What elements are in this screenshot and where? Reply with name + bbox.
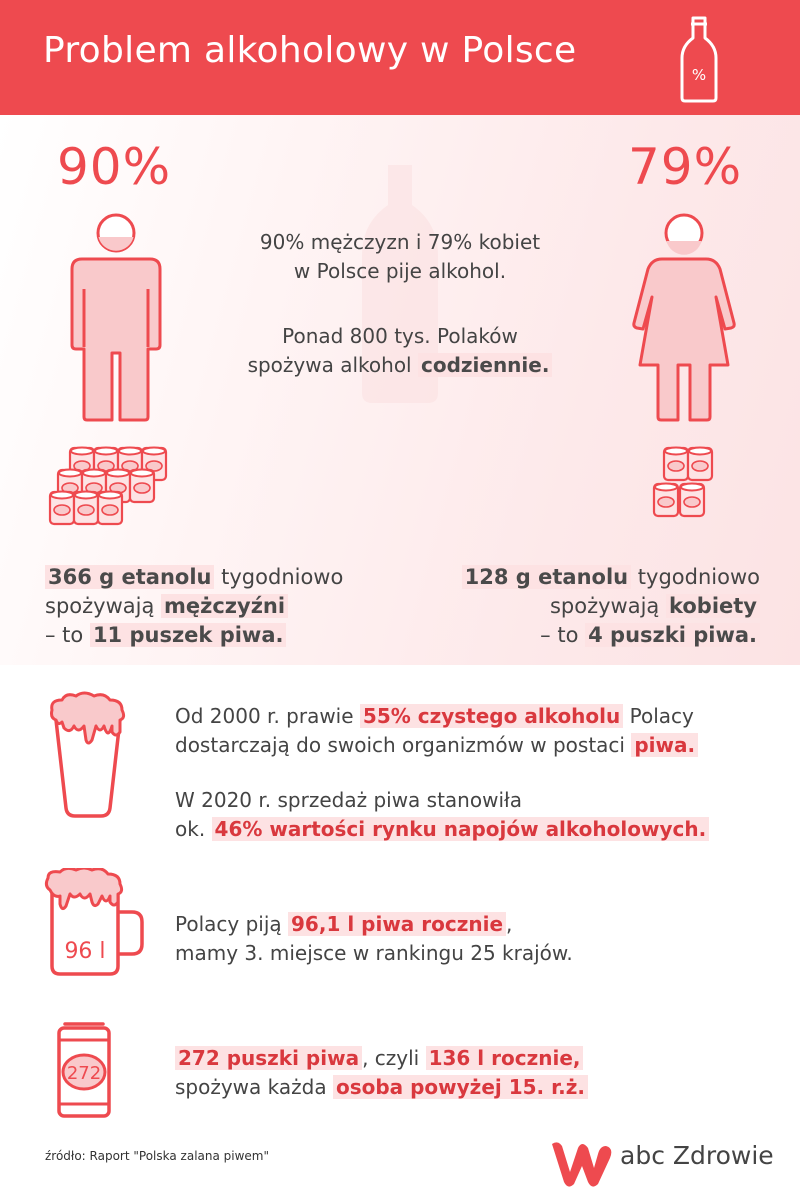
beer-can-icon [55,1020,113,1120]
men-ethanol-stat [45,563,385,650]
women-stat-line-1 [430,563,760,592]
cans-per-person-line-2 [175,1073,775,1102]
cans-per-person-amount: 272 puszki piwa [175,1046,362,1070]
drinking-share-line-2: w Polsce pije alkohol. [293,259,507,283]
men-can-8 [130,470,154,503]
beer-share-middle: dostarczają do swoich organizmów w postaci [175,733,632,757]
beer-volume-amount: 96,1 l piwa rocznie [288,912,506,936]
women-stat-weekly: tygodniowo [631,565,760,589]
source-note: źródło: Raport "Polska zalana piwem" [45,1149,270,1163]
beer-volume-line-1 [175,910,775,939]
beer-market-prefix: ok. [175,817,212,841]
mug-label: 96 l [64,939,106,964]
beer-volume-line-2: mamy 3. miejsce w rankingu 25 krajów. [175,941,573,965]
men-can-10 [74,492,98,525]
beer-share-line-1 [175,702,775,731]
men-stat-who: mężczyźni [161,594,288,618]
men-can-9 [50,492,74,525]
beer-market-text [175,786,775,844]
men-stat-consume: spożywają [45,594,161,618]
men-ethanol-amount: 366 g etanolu [45,565,214,589]
men-stat-cans: 11 puszek piwa. [90,623,287,647]
beer-share-percent: 55% czystego alkoholu [360,704,623,728]
daily-drinkers-highlight: codziennie. [418,353,552,377]
brand-name: abc Zdrowie [620,1141,774,1170]
women-can-2 [688,448,712,481]
men-stat-equals: – to [45,623,90,647]
header-banner [0,0,800,115]
daily-drinkers-line-2 [180,351,620,380]
women-stat-equals: – to [540,623,586,647]
beer-share-subject: Polacy [623,704,694,728]
page-title: Problem alkoholowy w Polsce [43,30,577,71]
can-label: 272 [66,1063,102,1084]
women-ethanol-amount: 128 g etanolu [462,565,631,589]
bottle-icon [676,14,722,104]
drinking-share-text [180,228,620,286]
beer-share-prefix: Od 2000 r. prawie [175,704,360,728]
women-can-4 [680,484,704,517]
beer-market-line-1: W 2020 r. sprzedaż piwa stanowiła [175,788,522,812]
women-stat-consume: spożywają [549,594,666,618]
beer-mug-icon [44,868,154,978]
cans-per-person-connector: , czyli [362,1046,426,1070]
men-stat-line-2 [45,592,385,621]
daily-drinkers-prefix: spożywa alkohol [247,353,418,377]
brand-logo [548,1138,614,1190]
man-icon [60,213,172,423]
men-can-11 [98,492,122,525]
men-stat-line-1 [45,563,385,592]
beer-share-text [175,702,775,760]
daily-drinkers-text [180,322,620,380]
women-ethanol-stat [430,563,760,650]
cans-per-person-who: osoba powyżej 15. r.ż. [333,1075,588,1099]
cans-per-person-line-1 [175,1044,775,1073]
drinking-share-line-1: 90% mężczyzn i 79% kobiet [259,230,541,254]
beer-share-form: piwa. [631,733,698,757]
women-stat-line-3 [430,621,760,650]
women-stat-who: kobiety [666,594,760,618]
beer-glass-icon [48,690,128,820]
women-can-1 [664,448,688,481]
beer-volume-prefix: Polacy piją [175,912,289,936]
men-cans-icon [48,446,178,550]
women-stat-cans: 4 puszki piwa. [585,623,760,647]
men-stat-weekly: tygodniowo [214,565,344,589]
daily-drinkers-line-1: Ponad 800 tys. Polaków [282,324,518,348]
beer-volume-comma: , [506,912,513,936]
cans-per-person-liters: 136 l rocznie, [426,1046,584,1070]
men-percent: 90% [57,138,172,196]
beer-market-percent: 46% wartości rynku napojów alkoholowych. [212,817,710,841]
cans-per-person-verb: spożywa każda [175,1075,333,1099]
women-percent: 79% [628,138,743,196]
beer-share-line-2 [175,731,775,760]
bottle-percent-label: % [691,66,707,84]
cans-per-person-text [175,1044,775,1102]
women-stat-line-2 [430,592,760,621]
woman-icon [628,213,740,423]
beer-market-line-2 [175,815,775,844]
women-can-3 [654,484,678,517]
men-stat-line-3 [45,621,385,650]
beer-volume-text [175,910,775,968]
women-cans-icon [650,446,720,520]
